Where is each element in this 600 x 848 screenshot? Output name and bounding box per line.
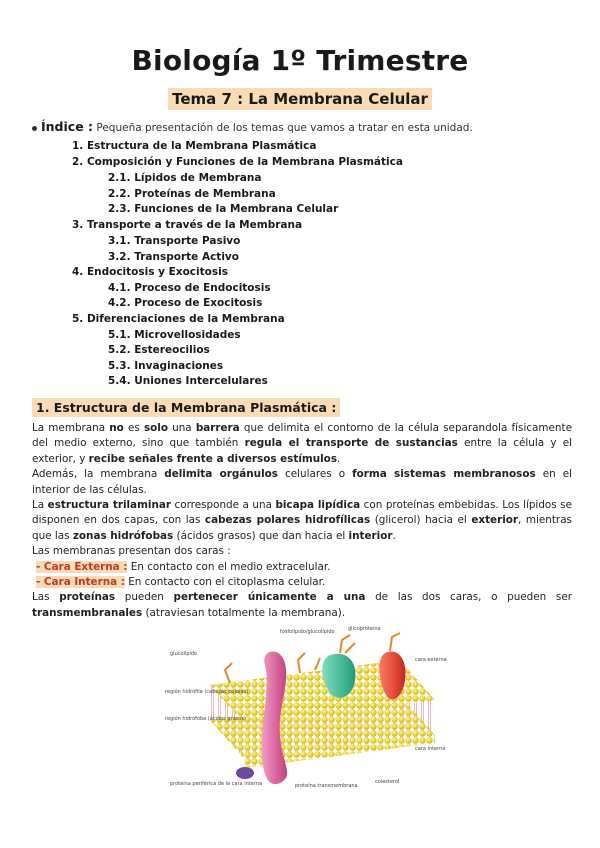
label-hydrophobic: región hidrófoba (ácidos grasos) [165,716,246,722]
index-intro [32,119,473,134]
paragraph: Las membranas presentan dos caras : [32,545,231,558]
paragraph: La estructura trilaminar corresponde a una bicapa lipídica con proteínas embebidas. Los lípidos se disponen en dos capas, con las cabezas polares hidrofílicas (glicerol) hacia el exterior, mientras que las zonas hidrófobas (ácidos grasos) que dan hacia el interior. [32,499,572,542]
toc-item[interactable]: 5.1. Microvellosidades [108,329,241,341]
toc-item[interactable]: 1. Estructura de la Membrana Plasmática [72,140,317,152]
label-cholesterol: colesterol [375,779,400,785]
toc-item[interactable]: 5.4. Uniones Intercelulares [108,375,268,387]
index-label: Índice : [41,119,94,134]
toc-item[interactable]: 4.2. Proceso de Exocitosis [108,297,263,309]
toc-item[interactable]: 5.3. Invaginaciones [108,360,224,372]
label-transmembrane-protein: proteína transmembrana [295,783,358,789]
toc-item[interactable]: 4.1. Proceso de Endocitosis [108,282,271,294]
toc-item[interactable]: 5.2. Estereocilios [108,344,210,356]
toc-item[interactable]: 2. Composición y Funciones de la Membrana Plasmática [72,156,403,168]
label-glycoprotein: glicoproteína [348,626,381,632]
bullet-icon [32,126,37,131]
toc-item[interactable]: 3.2. Transporte Activo [108,251,239,263]
toc-item[interactable]: 5. Diferenciaciones de la Membrana [72,313,285,325]
membrane-diagram [160,625,460,800]
section-body [32,421,572,621]
label-inner-face: cara interna [415,746,446,752]
face-internal: - Cara Interna : En contacto con el citoplasma celular. [36,576,326,589]
label-outer-face: cara externa [415,657,447,663]
inner-protein [236,767,254,779]
label-hydrophilic: región hidrófila (cabezas polares) [165,689,249,695]
toc-item[interactable]: 3.1. Transporte Pasivo [108,235,241,247]
toc-item[interactable]: 4. Endocitosis y Exocitosis [72,266,228,278]
page-title: Biología 1º Trimestre [131,44,469,77]
label-oligosaccharides: fosfolípido/glucolípido [280,629,335,635]
toc-item[interactable]: 2.1. Lípidos de Membrana [108,172,262,184]
face-external: - Cara Externa : En contacto con el medio extracelular. [36,560,331,573]
topic-subtitle: Tema 7 : La Membrana Celular [168,88,432,110]
paragraph: La membrana no es solo una barrera que delimita el contorno de la célula separandola físicamente del medio externo, sino que también regula el transporte de sustancias entre la célula y el exterior, y recibe señales frente a diversos estímulos. [32,422,572,465]
paragraph: Las proteínas pueden pertenecer únicamente a una de las dos caras, o pueden ser transmembranales (atraviesan totalmente la membrana). [32,591,572,619]
index-description: Pequeña presentación de los temas que vamos a tratar en esta unidad. [96,122,473,134]
toc-item[interactable]: 2.3. Funciones de la Membrana Celular [108,203,339,215]
toc-item[interactable]: 3. Transporte a través de la Membrana [72,219,303,231]
label-glycolipid: glucolípido [170,651,198,657]
paragraph: Además, la membrana delimita orgánulos celulares o forma sistemas membranosos en el interior de las células. [32,468,572,496]
toc-item[interactable]: 2.2. Proteínas de Membrana [108,188,276,200]
label-peripheral-protein: proteína periférica de la cara interna [170,781,263,787]
section-heading: 1. Estructura de la Membrana Plasmática : [32,398,340,417]
